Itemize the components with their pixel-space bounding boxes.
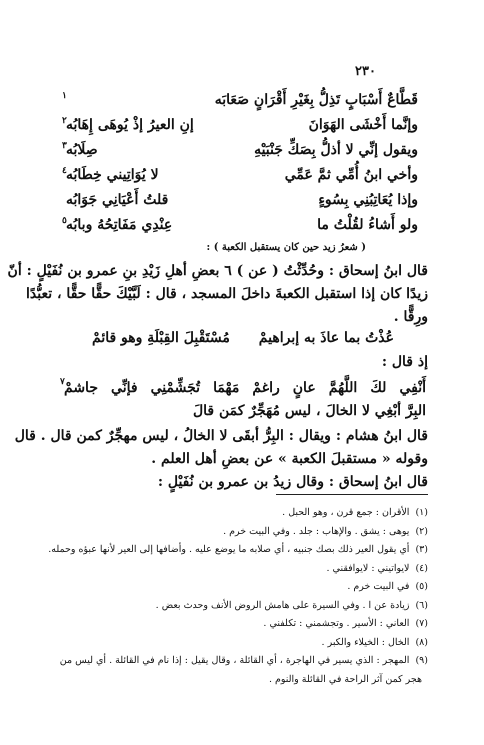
footnote	[52, 504, 428, 523]
verse-block	[60, 377, 426, 426]
footnote-text: المهجر : الذي يسير في الهاجرة ، أي القائلة ، وقال يقيل : إذا نام في القائلة . أي ليس من	[59, 655, 410, 666]
footnote-number: (٥)	[415, 581, 428, 592]
verse-first-hemistich: ولو أَشاءُ لقُلْتُ ما	[317, 217, 418, 233]
verse-line	[92, 330, 394, 346]
section-heading: ( شعرُ زيد حين كان يستقبل الكعبة ) :	[206, 242, 366, 253]
footnote-text: يوهى : يشق . والإهاب : جلد . وفي البيت خرم .	[223, 525, 410, 537]
verse-second-hemistich: قلتُ أَعْيَانِي جَوَابُه	[66, 192, 169, 208]
footnote-number: (٧)	[415, 618, 428, 629]
footnote	[52, 634, 428, 653]
footnote-text: أي يقول العير ذلك بصك جنبيه ، أي صلابه ما يوضع عليه . وأضافها إلى العير لأنها عبؤه وحمله.	[48, 544, 410, 555]
footnote-text: العاني : الأسير . وتجشمني : تكلفني .	[263, 618, 410, 629]
verse-second-hemistich: مُسْتَقْبِلَ القِبْلَةِ وهو قائمْ	[92, 330, 230, 346]
footnote-number: (٦)	[415, 599, 428, 611]
footnote	[52, 578, 428, 597]
verse-line: البِرَّ أبْغِي لا الخالَ ، ليس مُهَجِّرٌ كمَن قالَ	[192, 403, 426, 419]
footnote	[52, 523, 428, 542]
verse-line	[62, 138, 418, 163]
paragraph-line: قال ابنُ هشام : ويقال : البِرُّ أبقَى لا الخالُ ، ليس مهجِّرٌ كمن قال . قال	[14, 428, 428, 444]
footnote	[52, 652, 428, 671]
footnote-marker: ٣	[62, 141, 67, 151]
footnote	[52, 615, 428, 634]
verse-second-hemistich: صِلَابُه	[66, 142, 98, 158]
footnote-marker: ٢	[62, 116, 67, 126]
text-line: إذ قال :	[381, 354, 428, 370]
footnote-text: لايواتيني : لايوافقني .	[326, 562, 410, 574]
verse-line	[66, 188, 418, 213]
verse-first-hemistich: وإذا يُعَاتِبُنِي بِسُوءٍ	[318, 192, 418, 208]
footnote-text: هجر كمن آثر الراحة في القائلة والنوم .	[268, 673, 422, 685]
verse-first-hemistich: ويقول إنِّي لا أذلُّ بِصَكِّ جَنْبَيْهِ	[254, 142, 418, 158]
verse-second-hemistich: لا يُوَاتِيني خِطَابُه	[66, 167, 159, 183]
verse-line: أَنْفِي لكَ اللَّهُمَّ عانٍ راغمْ مَهْمَا تُجَشِّمْنِي فإنِّي جاشمْ	[64, 380, 426, 396]
verse-first-hemistich: وأخي ابنُ أُمِّي ثمَّ عَمِّي	[284, 167, 418, 183]
verse-first-hemistich: عُذْتُ بما عاذَ به إبراهيمْ	[258, 330, 394, 346]
poem-verses	[62, 88, 418, 238]
paragraph-line: ورِقًّا .	[393, 309, 428, 325]
footnote	[52, 597, 428, 616]
footnote-number: (٩)	[415, 655, 428, 666]
footnote-marker: ٤	[62, 166, 67, 176]
verse-line	[62, 113, 418, 138]
footnote-number: (٨)	[415, 636, 428, 648]
footnote-marker: ٧	[60, 377, 65, 387]
verse-second-hemistich: إنِ العيرُ إذْ يُوهَى إِهَابُه	[66, 117, 194, 133]
footnote-number: (١)	[415, 507, 428, 518]
footnote-text: زيادة عن ا . وفي السيرة على هامش الروض الأنف وحدث بعض .	[155, 599, 410, 611]
paragraph-line: زيدًا كان إذا استقبل الكعبةَ داخلَ المسجد ، قال : لَبَّيْكَ حقًّا حقًّا ، تعبُّدًا	[26, 286, 428, 302]
verse-line	[62, 88, 418, 113]
footnote-number: (٣)	[415, 544, 428, 555]
paragraph-line: قال ابنُ إسحاق : وقال زيدُ بن عمرو بن نُفَيْلٍ :	[157, 474, 428, 490]
footnote-text: في البيت خرم .	[347, 581, 410, 592]
page-number: ٢٣٠	[355, 64, 376, 79]
footnote-text: الأقران : جمع قرن ، وهو الحبل .	[282, 507, 410, 518]
verse-first-hemistich: وإنَّما أَخْشَى الهَوَانَ	[308, 117, 418, 133]
footnote-number: (٤)	[415, 562, 428, 574]
paragraph-ibn-hisham	[14, 428, 428, 497]
verse-second-hemistich: عِنْدِي مَفَاتِحُهُ وبابُه	[66, 217, 173, 233]
footnote-marker: ٥	[62, 216, 67, 226]
verse-first-hemistich: قَطَّاعٌ أَسْبَابٍ تَذِلُّ بِغَيْرِ أَقْرَانٍ صَعَابَه	[214, 92, 418, 108]
paragraph-ibn-ishaq	[7, 260, 428, 329]
footnotes	[48, 504, 428, 689]
verse-line	[62, 163, 418, 188]
footnote-number: (٢)	[415, 525, 428, 537]
footnote-text: الخال : الخيلاء والكبر .	[321, 636, 410, 648]
paragraph-line: وقوله « مستقبلَ الكعبة » عن بعضِ أهل العلم .	[151, 451, 428, 467]
verse-line	[62, 213, 418, 238]
footnote	[52, 560, 428, 579]
footnote	[48, 541, 428, 560]
footnote-marker: ١	[62, 91, 67, 101]
paragraph-line: قال ابنُ إسحاق : وحُدِّثْتُ ( عن ) ٦ بعضِ أهلِ زَيْدِ بنِ عمرو بن نُفَيْلٍ : أنّ	[7, 263, 428, 279]
footnote	[52, 671, 428, 690]
footnote-divider	[276, 494, 428, 495]
